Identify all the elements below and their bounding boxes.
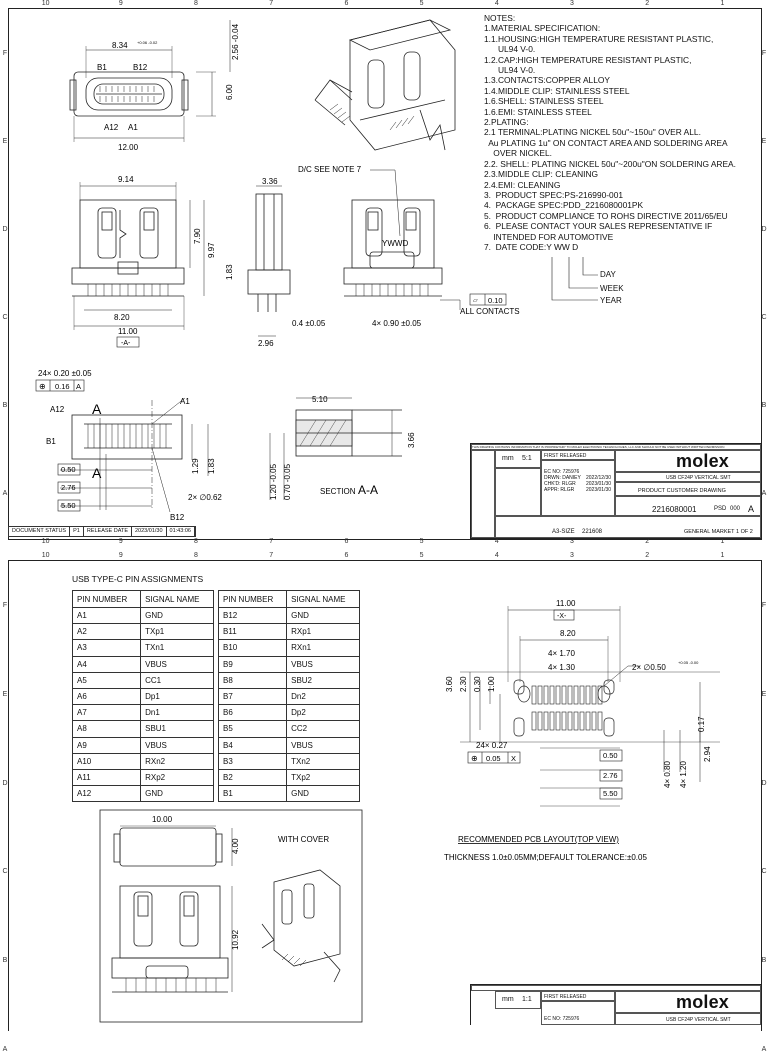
pin-number: B3 <box>219 753 287 769</box>
market: GENERAL MARKET <box>684 529 735 535</box>
side-width-dim: 3.36 <box>262 177 278 186</box>
signal-name: CC1 <box>141 672 214 688</box>
grid-row-label: E <box>2 691 8 698</box>
grid-column-label: 6 <box>344 538 349 545</box>
grid-row-label: A <box>761 490 767 497</box>
title-block-header: THIS DRAWING CONTAINS INFORMATION THAT IS PROPRIETARY TO MOLEX ELECTRONIC TECHNOLOGIES, LLC AND SHOULD NOT BE USED WITHOUT WRITTEN PERMISSION <box>471 444 761 450</box>
pin-number: A3 <box>73 640 141 656</box>
pcb-hole-tolerance: +0.05 -0.00 <box>678 660 699 665</box>
grid-row-label: C <box>761 868 767 876</box>
pin-number: B4 <box>219 737 287 753</box>
position-datum: A <box>76 382 82 391</box>
date-2: 2023/01/30 <box>586 481 612 487</box>
front-view <box>72 182 204 330</box>
signal-name: TXn1 <box>141 640 214 656</box>
signal-name: GND <box>287 608 360 624</box>
grid-column-label: 2 <box>645 0 650 7</box>
note-line: 2.3.MIDDLE CLIP: CLEANING <box>484 169 599 180</box>
note-line: 1.6.SHELL: STAINLESS STEEL <box>484 96 604 107</box>
grid-row-label: B <box>761 402 767 409</box>
note-line: NOTES: <box>484 13 516 23</box>
signal-name: TXp2 <box>287 769 360 785</box>
grid-row-label: D <box>761 226 767 233</box>
grid-column-label: 9 <box>118 552 123 559</box>
pcb-vertical-3: 0.30 <box>473 676 482 692</box>
grid-row-label: F <box>2 50 8 57</box>
pin-number: A1 <box>73 608 141 624</box>
svg-text:⊕: ⊕ <box>39 382 46 391</box>
pin-number: A6 <box>73 688 141 704</box>
doc-type: PSD <box>714 506 727 512</box>
datum-a: -A- <box>121 340 131 347</box>
grid-column-label: 4 <box>494 552 499 559</box>
signal-name: SBU1 <box>141 721 214 737</box>
note-line: 5. PRODUCT COMPLIANCE TO ROHS DIRECTIVE 2011/65/EU <box>484 210 728 221</box>
grid-row-label: E <box>761 138 767 145</box>
molex-logo-2: molex <box>676 992 730 1012</box>
grid-row-label: A <box>2 1045 8 1053</box>
molex-logo: molex <box>676 451 730 471</box>
pin-number: A12 <box>73 786 141 802</box>
signal-name: TXp1 <box>141 624 214 640</box>
cover-depth-dim: 4.00 <box>231 838 240 854</box>
units-2: mm <box>502 996 514 1003</box>
grid-column-label: 7 <box>269 552 274 559</box>
note-line: 1.MATERIAL SPECIFICATION: <box>484 23 601 34</box>
pin-number: A7 <box>73 705 141 721</box>
pin-number: B7 <box>219 688 287 704</box>
note-line: 1.6.EMI: STAINLESS STEEL <box>484 106 592 117</box>
grid-column-label: 8 <box>194 538 198 545</box>
part-number: 2216080001 <box>652 505 697 514</box>
cover-height-dim: 10.92 <box>231 929 240 950</box>
grid-column-label: 10 <box>41 538 50 545</box>
position-tolerance: 0.16 <box>55 382 70 391</box>
label-b1: B1 <box>97 63 107 72</box>
ec-no-2: EC NO: 725976 <box>544 1016 580 1022</box>
signal-name: GND <box>141 608 214 624</box>
all-contacts-label: ALL CONTACTS <box>460 307 520 316</box>
top-height-dim: 2.56 -0.04 <box>231 23 240 60</box>
grid-column-label: 7 <box>269 538 274 545</box>
pcb-vertical-4: 1.00 <box>487 676 496 692</box>
signal-name: GND <box>141 786 214 802</box>
grid-row-label: E <box>2 138 8 145</box>
grid-column-label: 3 <box>570 538 574 545</box>
label-a12: A12 <box>104 123 119 132</box>
sheet-size: A3-SIZE <box>552 529 575 535</box>
pin-number: A2 <box>73 624 141 640</box>
cover-views <box>112 826 340 992</box>
drwn: DRWN: DANIEY <box>544 475 581 481</box>
grid-column-label: 2 <box>645 552 650 559</box>
grid-column-label: 9 <box>118 538 123 545</box>
grid-column-label: 5 <box>419 0 424 7</box>
bottom-dim-3: 5.50 <box>61 501 76 510</box>
grid-row-label: D <box>761 779 767 787</box>
chkd: CHK'D: RLGR <box>544 481 576 487</box>
label-b12: B12 <box>133 63 148 72</box>
series: 221608 <box>582 529 603 535</box>
date-code-year: YEAR <box>600 296 622 305</box>
front-bottom-width: 8.20 <box>114 313 130 322</box>
grid-row-label: C <box>2 868 8 876</box>
ec-no: EC NO: 725976 <box>544 469 580 475</box>
pin-number: B1 <box>219 786 287 802</box>
status-value: P1 <box>70 527 84 536</box>
grid-column-label: 9 <box>118 0 123 7</box>
grid-column-label: 8 <box>194 552 198 559</box>
signal-name: SBU2 <box>287 672 360 688</box>
cover-width-dim: 10.00 <box>152 815 173 824</box>
signal-name: RXn2 <box>141 753 214 769</box>
dc-note: D/C SEE NOTE 7 <box>298 165 362 174</box>
pin-number: B10 <box>219 640 287 656</box>
pcb-datum-x: -X- <box>557 613 567 620</box>
pin-number: A11 <box>73 769 141 785</box>
release-note: FIRST RELEASED <box>544 453 587 459</box>
note-line: INTENDED FOR AUTOMOTIVE <box>484 231 614 242</box>
signal-name: VBUS <box>141 737 214 753</box>
section-mark-a-bottom: A <box>92 465 102 481</box>
pcb-pitch-2: 4× 1.30 <box>548 663 575 672</box>
grid-row-label: B <box>2 957 8 964</box>
pcb-vertical-1: 3.60 <box>445 676 454 692</box>
drawing-sheet-2 <box>0 552 768 1053</box>
side-pin-width: 0.4 ±0.05 <box>292 319 326 328</box>
pin-number: A9 <box>73 737 141 753</box>
pin-number: B2 <box>219 769 287 785</box>
bottom-dim-1: 0.50 <box>61 465 76 474</box>
bottom-height-2: 1.83 <box>207 458 216 474</box>
pcb-dim-3: 5.50 <box>603 789 618 798</box>
top-view <box>70 20 230 142</box>
grid-column-label: 6 <box>344 0 349 7</box>
pcb-slot-2: 4× 1.20 <box>679 761 688 788</box>
pin-number: A5 <box>73 672 141 688</box>
pin-number: B9 <box>219 656 287 672</box>
signal-name: TXn2 <box>287 753 360 769</box>
pcb-width-dim: 8.20 <box>560 629 576 638</box>
pcb-vertical-2: 2.30 <box>459 676 468 692</box>
signal-name: Dn2 <box>287 688 360 704</box>
header-signal-name: SIGNAL NAME <box>287 591 360 608</box>
sheet-2-drawings <box>0 552 768 1024</box>
note-line: UL94 V-0. <box>484 44 536 55</box>
grid-row-label: A <box>2 490 8 497</box>
isometric-view <box>315 20 455 150</box>
pcb-dim-2: 2.76 <box>603 771 618 780</box>
bottom-height-1: 1.29 <box>191 458 200 474</box>
pin-number: A8 <box>73 721 141 737</box>
bottom-label-b1: B1 <box>46 437 56 446</box>
svg-text:⊕: ⊕ <box>471 754 478 763</box>
signal-name: GND <box>287 786 360 802</box>
with-cover-label: WITH COVER <box>278 835 330 844</box>
pin-number: B11 <box>219 624 287 640</box>
date-1: 2022/12/30 <box>586 475 612 481</box>
signal-name: RXp2 <box>141 769 214 785</box>
pin-number: B5 <box>219 721 287 737</box>
note-line: OVER NICKEL. <box>484 148 552 159</box>
bottom-label-a1: A1 <box>180 397 190 406</box>
grid-row-label: D <box>2 226 8 233</box>
section-width-dim: 5.10 <box>312 395 328 404</box>
bottom-dim-2: 2.76 <box>61 483 76 492</box>
date-3: 2023/01/30 <box>586 487 612 493</box>
section-label: SECTION <box>320 487 356 496</box>
grid-row-label: A <box>761 1045 767 1053</box>
signal-name: VBUS <box>287 737 360 753</box>
scale-2: 1:1 <box>522 996 532 1003</box>
note-line: 2.4.EMI: CLEANING <box>484 179 561 190</box>
drawing-title-2: USB CF24P VERTICAL SMT <box>666 1017 731 1023</box>
pin-number: B6 <box>219 705 287 721</box>
pin-number: B8 <box>219 672 287 688</box>
grid-column-label: 4 <box>494 538 499 545</box>
pin-number: A4 <box>73 656 141 672</box>
title-block-2 <box>470 984 762 1025</box>
grid-column-label: 6 <box>344 552 349 559</box>
pcb-thickness-note: THICKNESS 1.0±0.05MM;DEFAULT TOLERANCE:±0.05 <box>444 853 647 862</box>
grid-column-label: 10 <box>41 0 50 7</box>
grid-row-label: F <box>761 50 767 57</box>
pcb-dim-1: 0.50 <box>603 751 618 760</box>
grid-column-label: 1 <box>720 538 725 545</box>
status-label: DOCUMENT STATUS <box>9 527 70 536</box>
section-dim-2: 0.70 -0.05 <box>283 463 292 500</box>
pin-number: A10 <box>73 753 141 769</box>
pin-number: B12 <box>219 608 287 624</box>
signal-name: CC2 <box>287 721 360 737</box>
units: mm <box>502 455 514 462</box>
grid-column-label: 1 <box>720 0 725 7</box>
front-width-dim: 9.14 <box>118 175 134 184</box>
note-line: 1.3.CONTACTS:COPPER ALLOY <box>484 75 610 86</box>
note-line: 2.1 TERMINAL:PLATING NICKEL 50u"~150u" OVER ALL. <box>484 127 701 138</box>
grid-column-label: 1 <box>720 552 725 559</box>
grid-column-label: 8 <box>194 0 198 7</box>
title-block-1 <box>470 443 762 539</box>
grid-column-label: 2 <box>645 538 650 545</box>
grid-column-label: 7 <box>269 0 274 7</box>
header-pin-number: PIN NUMBER <box>73 591 141 608</box>
note-line: 4. PACKAGE SPEC:PDD_2216080001PK <box>484 200 644 211</box>
signal-name: Dp1 <box>141 688 214 704</box>
pcb-layout-title: RECOMMENDED PCB LAYOUT(TOP VIEW) <box>458 835 619 844</box>
bottom-view <box>60 398 208 512</box>
note-line: 2.PLATING: <box>484 117 529 128</box>
note-line: Au PLATING 1u" ON CONTACT AREA AND SOLDERING AREA <box>484 137 728 148</box>
top-width-tol: +0.06 -0.02 <box>137 40 158 45</box>
section-dim-1: 1.20 -0.05 <box>269 463 278 500</box>
bottom-label-a12: A12 <box>50 405 65 414</box>
signal-name: VBUS <box>287 656 360 672</box>
signal-name: VBUS <box>141 656 214 672</box>
pcb-position-datum: X <box>511 754 517 763</box>
grid-row-label: C <box>2 314 8 321</box>
document-status-strip <box>8 526 196 537</box>
pcb-hole-dim: 2× ∅0.50 <box>632 663 666 672</box>
pcb-slot-1: 4× 0.80 <box>663 761 672 788</box>
drawing-title: USB CF24P VERTICAL SMT <box>666 475 731 481</box>
flatness-tolerance: 0.10 <box>488 296 503 305</box>
grid-column-label: 5 <box>419 538 424 545</box>
note-line: 7. DATE CODE:Y WW D <box>484 241 579 252</box>
grid-column-label: 3 <box>570 0 574 7</box>
pcb-slot-3: 2.94 <box>703 746 712 762</box>
top-depth-dim: 6.00 <box>225 84 234 100</box>
side-view <box>248 186 290 336</box>
top-overall-dim: 12.00 <box>118 143 139 152</box>
grid-row-label: E <box>761 691 767 698</box>
front-height-dim-3: 1.83 <box>225 264 234 280</box>
pcb-pitch-1: 4× 1.70 <box>548 649 575 658</box>
section-mark-a-top: A <box>92 401 102 417</box>
front-height-dim-2: 9.97 <box>207 242 216 258</box>
side-pin-dim: 2.96 <box>258 339 274 348</box>
note-line: 1.1.HOUSING:HIGH TEMPERATURE RESISTANT PLASTIC, <box>484 33 714 44</box>
note-line: UL94 V-0. <box>484 65 536 76</box>
note-line: 1.4.MIDDLE CLIP: STAINLESS STEEL <box>484 85 630 96</box>
release-date-label: RELEASE DATE <box>84 527 132 536</box>
bottom-label-b12: B12 <box>170 513 185 522</box>
signal-name: Dp2 <box>287 705 360 721</box>
signal-name: RXp1 <box>287 624 360 640</box>
label-a1: A1 <box>128 123 138 132</box>
grid-row-label: F <box>2 602 8 610</box>
pcb-overall-dim: 11.00 <box>556 599 576 608</box>
top-width-dim: 8.34 <box>112 41 128 50</box>
note-line: 1.2.CAP:HIGH TEMPERATURE RESISTANT PLASTIC, <box>484 54 692 65</box>
grid-row-label: B <box>2 402 8 409</box>
pcb-position-tolerance: 0.05 <box>486 754 501 763</box>
grid-column-label: 10 <box>41 552 50 559</box>
signal-name: Dn1 <box>141 705 214 721</box>
signal-name: RXn1 <box>287 640 360 656</box>
release-date: 2023/01/30 <box>132 527 167 536</box>
release-note-2: FIRST RELEASED <box>544 994 587 1000</box>
pin-assignments-title: USB TYPE-C PIN ASSIGNMENTS <box>72 574 204 584</box>
section-height-dim: 3.66 <box>407 432 416 448</box>
note-line: 6. PLEASE CONTACT YOUR SALES REPRESENTATIVE IF <box>484 221 713 232</box>
grid-column-label: 3 <box>570 552 574 559</box>
grid-row-label: B <box>761 957 767 964</box>
drawing-subtitle: PRODUCT CUSTOMER DRAWING <box>638 488 726 494</box>
grid-column-label: 5 <box>419 552 424 559</box>
appr: APPR: RLGR <box>544 487 575 493</box>
grid-column-label: 4 <box>494 0 499 7</box>
release-time: 01:43:06 <box>167 527 195 536</box>
note-line: 2.2. SHELL: PLATING NICKEL 50u"~200u"ON SOLDERING AREA. <box>484 158 736 169</box>
note-line: 3. PRODUCT SPEC:PS-216990-001 <box>484 189 624 200</box>
date-code-week: WEEK <box>600 284 624 293</box>
rear-pitch-dim: 4× 0.90 ±0.05 <box>372 319 422 328</box>
revision: A <box>748 504 755 514</box>
svg-text:⏥: ⏥ <box>473 298 478 304</box>
grid-row-label: F <box>761 602 767 610</box>
rev-number: 000 <box>730 506 741 512</box>
bottom-hole-dim: 2× ∅0.62 <box>188 493 222 502</box>
ywwd-marking: YWWD <box>382 239 409 248</box>
front-height-dim-1: 7.90 <box>193 228 202 244</box>
header-pin-number: PIN NUMBER <box>219 591 287 608</box>
date-code-day: DAY <box>600 270 616 279</box>
bottom-pitch-dim: 24× 0.20 ±0.05 <box>38 369 92 378</box>
grid-row-label: D <box>2 779 8 787</box>
pcb-pad-pitch: 24× 0.27 <box>476 741 508 750</box>
grid-row-label: C <box>761 314 767 321</box>
header-signal-name: SIGNAL NAME <box>141 591 214 608</box>
pcb-right-dim: 0.17 <box>697 716 706 732</box>
section-label-letters: A-A <box>358 483 379 497</box>
front-overall-dim: 11.00 <box>118 327 138 336</box>
sheet-count: 1 OF 2 <box>736 529 753 535</box>
scale: 5:1 <box>522 455 532 462</box>
